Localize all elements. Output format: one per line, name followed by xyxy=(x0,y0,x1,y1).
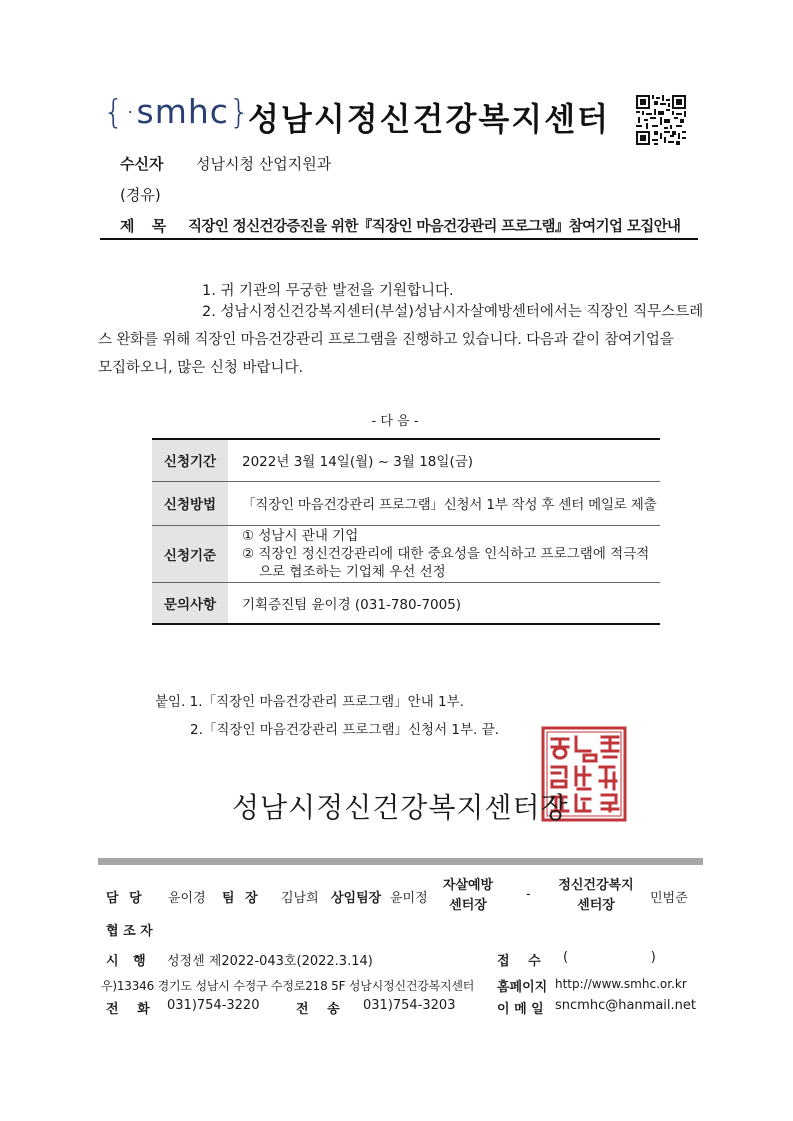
table-row xyxy=(152,439,660,481)
logo-text: smhc xyxy=(136,92,229,131)
recipient-label: 수신자 xyxy=(120,155,164,173)
smhc-logo xyxy=(103,92,251,131)
criteria-item-2-cont: 으로 협조하는 기업체 우선 선정 xyxy=(259,563,446,580)
suicide-center-label-2: 센터장 xyxy=(449,898,487,913)
header-divider xyxy=(100,238,698,240)
paragraph-2-line-2: 스 완화를 위해 직장인 마음건강관리 프로그램을 진행하고 있습니다. 다음과 같이 참여기업을 xyxy=(98,332,674,348)
sender-name: 성남시정신건강복지센터장 xyxy=(232,791,569,824)
mh-center-label xyxy=(556,876,636,916)
email-address[interactable]: sncmhc@hanmail.net xyxy=(555,998,696,1013)
receipt-label: 접 수 xyxy=(497,954,541,969)
cooperator-label: 협 조 자 xyxy=(106,924,153,939)
subject-value: 직장인 정신건강증진을 위한『직장인 마음건강관리 프로그램』참여기업 모집안내 xyxy=(188,219,681,235)
fax-number: 031)754-3203 xyxy=(363,998,456,1013)
subject-label: 제 목 xyxy=(120,217,167,235)
criteria-item-2: ② 직장인 정신건강관리에 대한 중요성을 인식하고 프로그램에 적극적 xyxy=(242,545,650,562)
staff-label: 담 당 xyxy=(106,891,142,906)
exec-lead-name: 윤미정 xyxy=(390,891,428,906)
via-label: (경유) xyxy=(120,186,161,204)
row-value: 기획증진팀 윤이경 (031-780-7005) xyxy=(242,596,462,613)
recipient-value: 성남시청 산업지원과 xyxy=(196,155,332,173)
logo-open-brace-icon: {· xyxy=(103,92,137,131)
criteria-item-1: ① 성남시 관내 기업 xyxy=(242,527,359,544)
qr-code-icon xyxy=(636,95,686,145)
organization-title: 성남시정신건강복지센터 xyxy=(248,100,611,138)
suicide-center-label xyxy=(440,876,496,916)
address: 우)13346 경기도 성남시 수정구 수정로218 5F 성남시정신건강복지센터 xyxy=(101,979,475,993)
phone-number: 031)754-3220 xyxy=(167,998,260,1013)
team-lead-label: 팀 장 xyxy=(222,891,258,906)
table-row xyxy=(152,481,660,525)
row-label: 문의사항 xyxy=(152,582,228,624)
mh-center-label-2: 센터장 xyxy=(577,898,615,913)
staff-name: 윤이경 xyxy=(168,891,206,906)
homepage-link[interactable]: http://www.smhc.or.kr xyxy=(555,977,687,991)
mh-center-name: 민범준 xyxy=(650,891,688,906)
application-info-table xyxy=(152,438,660,625)
paragraph-2-line-3: 모집하오니, 많은 신청 바랍니다. xyxy=(98,360,304,376)
suicide-center-label-1: 자살예방 xyxy=(442,878,494,893)
team-lead-name: 김남희 xyxy=(281,891,319,906)
row-value: 「직장인 마음건강관리 프로그램」신청서 1부 작성 후 센터 메일로 제출 xyxy=(242,497,657,513)
table-row xyxy=(152,525,660,582)
attachment-line-1: 붙임. 1.「직장인 마음건강관리 프로그램」안내 1부. xyxy=(155,694,464,710)
row-label: 신청기준 xyxy=(152,525,228,582)
paragraph-1: 1. 귀 기관의 무궁한 발전을 기원합니다. xyxy=(202,283,454,299)
row-label: 신청방법 xyxy=(152,481,228,525)
row-value: 2022년 3월 14일(월) ~ 3월 18일(금) xyxy=(242,454,474,471)
paragraph-2-line-1: 2. 성남시정신건강복지센터(부설)성남시자살예방센터에서는 직장인 직무스트레 xyxy=(202,304,704,320)
email-label: 이 메 일 xyxy=(497,1002,544,1017)
receipt-value: ( ) xyxy=(563,950,656,965)
footer-bar xyxy=(98,858,703,865)
phone-label: 전 화 xyxy=(106,1002,150,1017)
mh-center-label-1: 정신건강복지 xyxy=(558,878,634,893)
suicide-center-name: - xyxy=(526,887,531,902)
exec-lead-label: 상임팀장 xyxy=(331,891,382,906)
fax-label: 전 송 xyxy=(296,1002,340,1017)
enforce-label: 시 행 xyxy=(106,954,146,969)
notice-divider: - 다 음 - xyxy=(371,414,419,429)
attachment-line-2: 2.「직장인 마음건강관리 프로그램」신청서 1부. 끝. xyxy=(190,722,499,738)
row-label: 신청기간 xyxy=(152,439,228,481)
enforce-number: 성정센 제2022-043호(2022.3.14) xyxy=(167,954,373,969)
logo-close-brace-icon: } xyxy=(228,92,251,131)
table-row xyxy=(152,582,660,624)
row-value xyxy=(228,525,660,582)
homepage-label: 홈페이지 xyxy=(497,980,548,995)
